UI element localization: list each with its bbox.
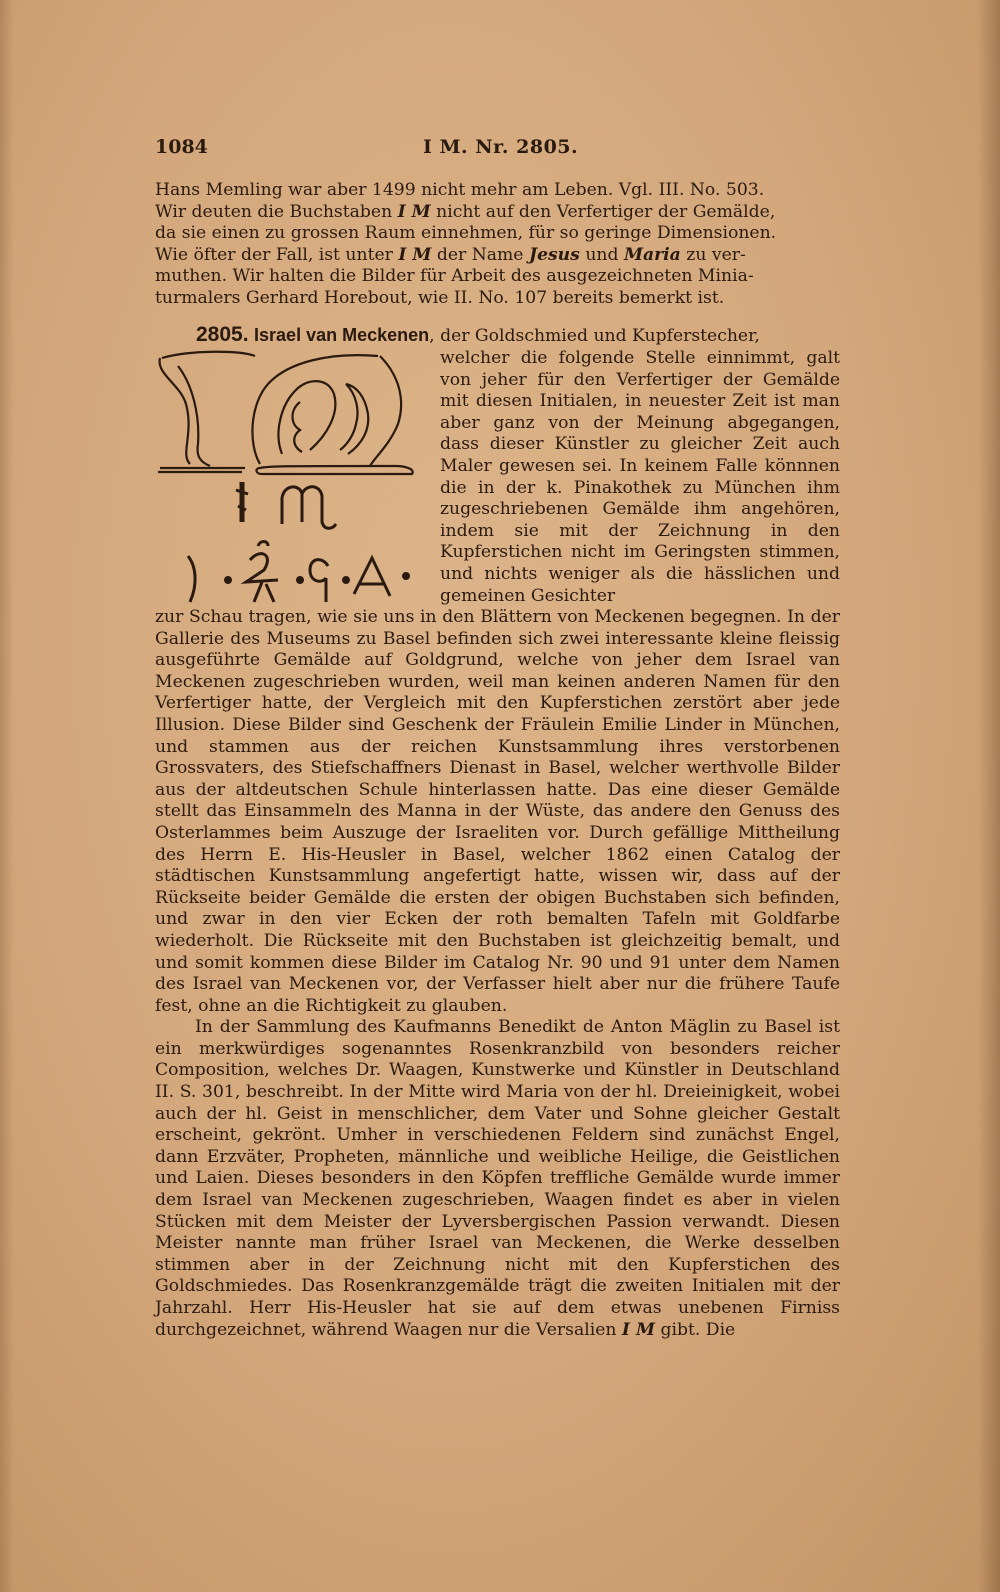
intro-paragraph [155,180,840,310]
entry-heading-rest: , der Goldschmied und Kupferstecher, [429,326,760,346]
monogram-im-small [236,482,336,528]
page-edge-shadow-left [0,0,14,1592]
intro-line: turmalers Gerhard Horebout, wie II. No. 107 bereits bemerkt ist. [155,287,725,308]
intro-line: muthen. Wir halten die Bilder für Arbeit des ausgezeichneten Minia- [155,266,754,287]
monogram-israel-letters [188,542,409,603]
main-text [155,607,840,1341]
intro-line: Hans Memling war aber 1499 nicht mehr am Leben. Vgl. III. No. 503. [155,180,765,200]
paragraph: zur Schau tragen, wie sie uns in den Blättern von Meckenen begegnen. In der Gallerie des Museums zu Basel befinden sich zwei interessante kleine fleissig ausgeführte Gemälde auf Goldgrund, welche von jeher dem Israel van Meckenen zugeschrieben wurden, weil man keinen anderen Namen für den Verfertiger hatte, der Vergleich mit den Kupferstichen zerstört aber jede Illusion. Diese Bilder sind Geschenk der Fräulein Emilie Linder in München, und stammen aus der reichen Kunstsammlung ihres verstorbenen Grossvaters, des Stiefschaffners Dienast in Basel, welcher werthvolle Bilder aus der altdeutschen Schule hinterlassen hatte. Das eine dieser Gemälde stellt das Einsammeln des Manna in der Wüste, das andere den Genuss des Osterlammes beim Auszuge der Israeliten vor. Durch gefällige Mittheilung des Herrn E. His-Heusler in Basel, welcher 1862 einen Catalog der städtischen Kunstsammlung angefertigt hatte, wissen wir, dass auf der Rückseite beider Gemälde die ersten der obigen Buchstaben sich befinden, und zwar in den vier Ecken der roth bemalten Tafeln mit Goldfarbe wiederholt. Die Rückseite mit den Buchstaben ist gleichzeitig bemalt, und und somit kommen diese Bilder im Catalog Nr. 90 und 91 unter dem Namen des Israel van Meckenen vor, der Verfasser hielt aber nur die frühere Taufe fest, ohne an die Richtigkeit zu glauben. [155,607,840,1016]
entry-name: Israel van Meckenen [254,325,430,345]
intro-line: Wir deuten die Buchstaben I M nicht auf den Verfertiger der Gemälde, [155,201,776,222]
entry-number: 2805. [196,323,249,346]
page-number: 1084 [155,136,208,158]
page-edge-shadow-right [978,0,1000,1592]
intro-line: Wie öfter der Fall, ist unter I M der Name Jesus und Maria zu ver- [155,244,746,265]
paragraph: In der Sammlung des Kaufmanns Benedikt de Anton Mäglin zu Basel ist ein merkwürdiges sogenanntes Rosenkranzbild von besonders reicher Composition, welches Dr. Waagen, Kunstwerke und Künstler in Deutschland II. S. 301, beschreibt. In der Mitte wird Maria von der hl. Dreieinigkeit, wobei auch der hl. Geist in menschlicher, dem Vater und Sohne gleicher Gestalt erscheint, gekrönt. Umher in verschiedenen Feldern sind zunächst Engel, dann Erzväter, Propheten, männliche und weibliche Heilige, die Geistlichen und Laien. Dieses besonders in den Köpfen treffliche Gemälde wurde immer dem Israel van Meckenen zugeschrieben, Waagen findet es aber in vielen Stücken mit dem Meister der Lyversbergischen Passion verwandt. Diesen Meister nannte man früher Israel van Meckenen, die Werke desselben stimmen aber in der Zeichnung nicht mit den Kupferstichen des Goldschmiedes. Das Rosenkranzgemälde trägt die zweiten Initialen mit der Jahrzahl. Herr His-Heusler hat sie auf dem etwas unebenen Firniss durchgezeichnet, während Waagen nur die Versalien I M gibt. Die [155,1017,840,1340]
page-header [155,136,835,162]
entry-side-text: welcher die folgende Stelle einnimmt, galt von jeher für den Verfertiger der Gemälde mit diesen Initialen, in neuester Zeit ist man aber ganz von der Meinung abgegangen, dass dieser Künstler zu gleicher Zeit auch Maler gewesen sei. In keinem Falle könnnen die in der k. Pinakothek zu München ihm zugeschriebenen Gemälde ihm angehören, indem sie mit der Zeichnung in den Kupferstichen nicht im Geringsten stimmen, und nichts weniger als die hässlichen und gemeinen Gesichter [440,348,840,606]
intro-line: da sie einen zu grossen Raum einnehmen, für so geringe Dimensionen. [155,223,777,244]
monogram-illustration [150,344,435,614]
running-title: I M. Nr. 2805. [423,136,579,158]
monogram-im-large [158,352,413,474]
